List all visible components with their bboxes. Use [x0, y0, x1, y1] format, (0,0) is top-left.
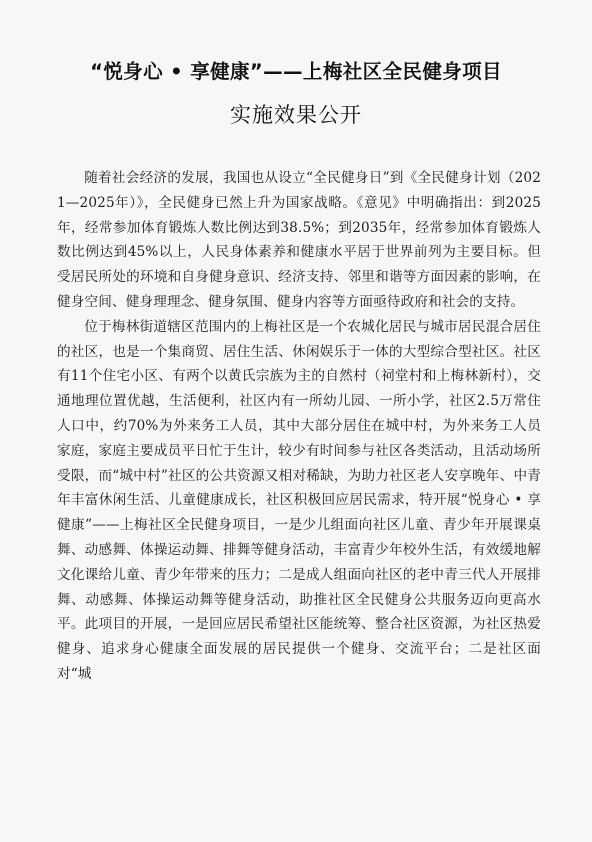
document-title-line1: “悦身心 • 享健康”——上梅社区全民健身项目 — [90, 60, 502, 83]
paragraph-2: 位于梅林街道辖区范围内的上梅社区是一个农城化居民与城市居民混合居住的社区，也是一个集商贸、居住生活、休闲娱乐于一体的大型综合型社区。社区有11个住宅小区、有两个以黄氏宗族为主的自然村（祠堂村和上梅林新村），交通地理位置优越，生活便利，社区内有一所幼儿园、一所小学，社区2.5万常住人口中，约70%为外来务工人员，其中大部分居住在城中村，为外来务工人员家庭，家庭主要成员平日忙于生计，较少有时间参与社区各类活动，且活动场所受限，而“城中村”社区的公共资源又相对稀缺，为助力社区老人安享晚年、中青年丰富休闲生活、儿童健康成长，社区积极回应居民需求，特开展“悦身心 • 享健康”——上梅社区全民健身项目，一是少儿组面向社区儿童、青少年开展课桌舞、动感舞、体操运动舞、排舞等健身活动，丰富青少年校外生活，有效缓地解文化课给儿童、青少年带来的压力；二是成人组面向社区的老中青三代人开展排舞、动感舞、体操运动舞等健身活动，助推社区全民健身公共服务迈向更高水平。此项目的开展，一是回应居民希望社区能统筹、整合社区资源，为社区热爱健身、追求身心健康全面发展的居民提供一个健身、交流平台；二是社区面对“城 — [57, 318, 541, 682]
paragraph-1: 随着社会经济的发展，我国也从设立“全民健身日”到《全民健身计划（2021—2025年）》，全民健身已然上升为国家战略。《意见》中明确指出：到2025年，经常参加体育锻炼人数比例达到38.5%；到2035年，经常参加体育锻炼人数比例达到45%以上，人民身体素养和健康水平居于世界前列为主要目标。但受居民所处的环境和自身健身意识、经济支持、邻里和谐等方面因素的影响，在健身空间、健身理理念、健身氛围、健身内容等方面亟待政府和社会的支持。 — [57, 170, 541, 310]
document-body — [57, 166, 541, 687]
document-title-line2: 实施效果公开 — [230, 103, 362, 127]
